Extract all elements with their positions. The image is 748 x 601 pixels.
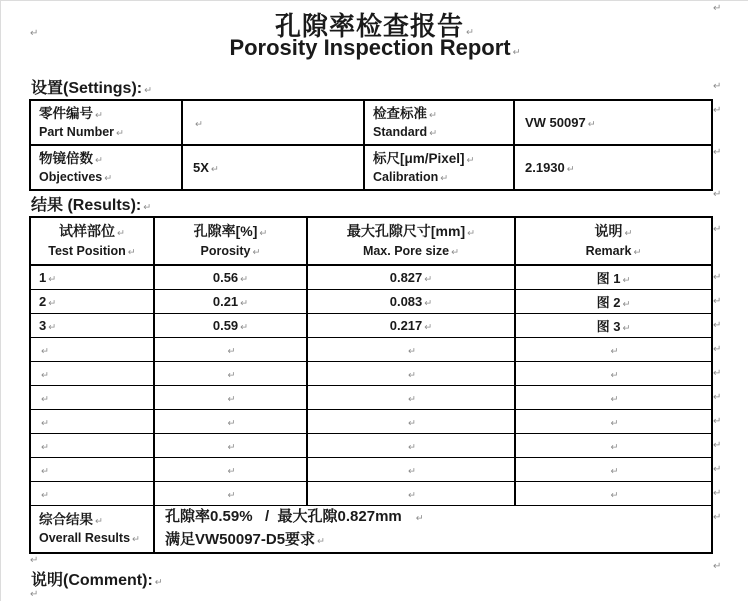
porosity-cell: 0.56 ↵ — [154, 265, 307, 290]
return-mark-icon: ↵ — [415, 513, 424, 524]
return-mark-icon: ↵ — [429, 127, 438, 139]
return-mark-icon: ↵ — [429, 109, 437, 121]
results-empty-rows — [30, 338, 712, 506]
empty-cell — [307, 338, 515, 362]
empty-cell — [515, 386, 712, 410]
return-mark-icon: ↵ — [408, 346, 416, 357]
return-mark-icon: ↵ — [713, 3, 722, 14]
return-mark-icon: ↵ — [240, 322, 249, 333]
return-mark-icon: ↵ — [41, 418, 49, 429]
settings-table — [29, 99, 713, 191]
pore-size-cell: 0.217 ↵ — [307, 314, 515, 338]
empty-cell — [307, 434, 515, 458]
overall-results-value-cell: 孔隙率0.59% / 最大孔隙0.827mm ↵ 满足VW50097-D5要求 ↵ — [154, 506, 712, 554]
remark-cell: 图 2 ↵ — [515, 290, 712, 314]
return-mark-icon: ↵ — [466, 27, 475, 38]
empty-cell — [30, 410, 154, 434]
table-row — [30, 338, 712, 362]
return-mark-icon: ↵ — [30, 589, 39, 600]
return-mark-icon: ↵ — [317, 536, 326, 547]
return-mark-icon: ↵ — [622, 323, 631, 334]
porosity-cell: 0.59 ↵ — [154, 314, 307, 338]
return-mark-icon: ↵ — [30, 555, 39, 566]
return-mark-icon: ↵ — [610, 346, 619, 357]
return-mark-icon: ↵ — [713, 224, 722, 235]
empty-cell — [154, 362, 307, 386]
return-mark-icon: ↵ — [227, 346, 236, 357]
return-mark-icon: ↵ — [610, 490, 619, 501]
porosity-cell: 0.21 ↵ — [154, 290, 307, 314]
objectives-value-cell: 5X ↵ — [182, 145, 364, 190]
table-row — [30, 386, 712, 410]
return-mark-icon: ↵ — [408, 442, 416, 453]
empty-cell — [515, 338, 712, 362]
return-mark-icon: ↵ — [30, 28, 39, 39]
col-header-porosity: 孔隙率[%] ↵ Porosity ↵ — [154, 217, 307, 265]
return-mark-icon: ↵ — [512, 47, 521, 58]
return-mark-icon: ↵ — [633, 246, 642, 258]
results-header-row — [30, 217, 712, 265]
return-mark-icon: ↵ — [424, 322, 433, 333]
empty-cell — [307, 386, 515, 410]
empty-cell — [30, 458, 154, 482]
standard-label-cell: 检查标准 ↵ Standard ↵ — [364, 100, 514, 145]
return-mark-icon: ↵ — [408, 490, 416, 501]
return-mark-icon: ↵ — [610, 418, 619, 429]
col-header-test-position: 试样部位 ↵ Test Position ↵ — [30, 217, 154, 265]
return-mark-icon: ↵ — [610, 370, 619, 381]
table-row — [30, 362, 712, 386]
overall-results-row — [30, 506, 712, 554]
empty-cell — [154, 482, 307, 506]
return-mark-icon: ↵ — [116, 127, 124, 139]
return-mark-icon: ↵ — [95, 109, 103, 121]
settings-row-part-number — [30, 100, 712, 145]
return-mark-icon: ↵ — [610, 394, 619, 405]
empty-cell — [30, 434, 154, 458]
empty-cell — [307, 362, 515, 386]
return-mark-icon: ↵ — [41, 370, 49, 381]
return-mark-icon: ↵ — [48, 322, 57, 333]
report-title-zh: 孔隙率检查报告 ↵ — [275, 12, 475, 42]
return-mark-icon: ↵ — [713, 189, 722, 200]
return-mark-icon: ↵ — [259, 227, 268, 239]
return-mark-icon: ↵ — [467, 227, 476, 239]
comment-heading: 说明(Comment): ↵ — [31, 572, 163, 589]
empty-cell — [154, 410, 307, 434]
report-title-en: Porosity Inspection Report ↵ — [229, 35, 521, 60]
return-mark-icon: ↵ — [195, 119, 203, 130]
return-mark-icon: ↵ — [127, 246, 136, 258]
return-mark-icon: ↵ — [240, 298, 249, 309]
part-number-label-cell: 零件编号 ↵ Part Number ↵ — [30, 100, 182, 145]
return-mark-icon: ↵ — [227, 370, 236, 381]
return-mark-icon: ↵ — [252, 246, 261, 258]
return-mark-icon: ↵ — [424, 274, 433, 285]
return-mark-icon: ↵ — [41, 466, 49, 477]
test-position-cell: 3 ↵ — [30, 314, 154, 338]
return-mark-icon: ↵ — [713, 561, 722, 572]
return-mark-icon: ↵ — [610, 442, 619, 453]
table-row — [30, 434, 712, 458]
table-row — [30, 410, 712, 434]
return-mark-icon: ↵ — [41, 442, 49, 453]
table-row — [30, 482, 712, 506]
return-mark-icon: ↵ — [713, 368, 722, 379]
empty-cell — [30, 482, 154, 506]
return-mark-icon: ↵ — [210, 164, 219, 175]
return-mark-icon: ↵ — [610, 466, 619, 477]
empty-cell — [30, 362, 154, 386]
calibration-value-cell: 2.1930 ↵ — [514, 145, 712, 190]
empty-cell — [307, 458, 515, 482]
return-mark-icon: ↵ — [117, 227, 125, 239]
pore-size-cell: 0.083 ↵ — [307, 290, 515, 314]
pore-size-cell: 0.827 ↵ — [307, 265, 515, 290]
return-mark-icon: ↵ — [227, 490, 236, 501]
return-mark-icon: ↵ — [713, 464, 722, 475]
empty-cell — [515, 434, 712, 458]
table-row — [30, 314, 712, 338]
return-mark-icon: ↵ — [227, 394, 236, 405]
return-mark-icon: ↵ — [227, 418, 236, 429]
return-mark-icon: ↵ — [240, 274, 249, 285]
return-mark-icon: ↵ — [713, 512, 722, 523]
return-mark-icon: ↵ — [144, 85, 153, 96]
return-mark-icon: ↵ — [408, 394, 416, 405]
return-mark-icon: ↵ — [408, 466, 416, 477]
return-mark-icon: ↵ — [143, 202, 152, 213]
return-mark-icon: ↵ — [713, 105, 722, 116]
table-row — [30, 290, 712, 314]
empty-cell — [30, 386, 154, 410]
col-header-remark: 说明 ↵ Remark ↵ — [515, 217, 712, 265]
return-mark-icon: ↵ — [227, 466, 236, 477]
empty-cell — [515, 482, 712, 506]
return-mark-icon: ↵ — [41, 490, 49, 501]
results-data-rows — [30, 265, 712, 338]
return-mark-icon: ↵ — [713, 416, 722, 427]
return-mark-icon: ↵ — [408, 418, 416, 429]
return-mark-icon: ↵ — [95, 154, 103, 166]
return-mark-icon: ↵ — [713, 392, 722, 403]
return-mark-icon: ↵ — [154, 577, 163, 588]
return-mark-icon: ↵ — [408, 370, 416, 381]
return-mark-icon: ↵ — [622, 299, 631, 310]
empty-cell — [154, 386, 307, 410]
return-mark-icon: ↵ — [566, 164, 575, 175]
return-mark-icon: ↵ — [41, 346, 49, 357]
return-mark-icon: ↵ — [713, 272, 722, 283]
return-mark-icon: ↵ — [451, 246, 460, 258]
empty-cell — [154, 434, 307, 458]
return-mark-icon: ↵ — [440, 172, 449, 184]
remark-cell: 图 1 ↵ — [515, 265, 712, 290]
standard-value-cell: VW 50097 ↵ — [514, 100, 712, 145]
return-mark-icon: ↵ — [41, 394, 49, 405]
return-mark-icon: ↵ — [424, 298, 433, 309]
empty-cell — [154, 338, 307, 362]
return-mark-icon: ↵ — [48, 274, 57, 285]
return-mark-icon: ↵ — [622, 275, 631, 286]
test-position-cell: 1 ↵ — [30, 265, 154, 290]
empty-cell — [515, 458, 712, 482]
settings-row-objectives — [30, 145, 712, 190]
return-mark-icon: ↵ — [132, 534, 140, 545]
table-row — [30, 458, 712, 482]
return-mark-icon: ↵ — [624, 227, 633, 239]
return-mark-icon: ↵ — [713, 147, 722, 158]
col-header-max-pore-size: 最大孔隙尺寸[mm] ↵ Max. Pore size ↵ — [307, 217, 515, 265]
empty-cell — [515, 410, 712, 434]
test-position-cell: 2 ↵ — [30, 290, 154, 314]
empty-cell — [30, 338, 154, 362]
return-mark-icon: ↵ — [104, 172, 113, 184]
return-mark-icon: ↵ — [713, 344, 722, 355]
calibration-label-cell: 标尺[μm/Pixel] ↵ Calibration ↵ — [364, 145, 514, 190]
results-heading: 结果 (Results): ↵ — [31, 197, 152, 214]
return-mark-icon: ↵ — [48, 298, 57, 309]
empty-cell — [515, 362, 712, 386]
table-row — [30, 265, 712, 290]
part-number-value-cell — [182, 100, 364, 145]
settings-heading: 设置(Settings): ↵ — [31, 80, 153, 97]
return-mark-icon: ↵ — [95, 516, 103, 527]
return-mark-icon: ↵ — [713, 81, 722, 92]
return-mark-icon: ↵ — [713, 296, 722, 307]
return-mark-icon: ↵ — [713, 488, 722, 499]
remark-cell: 图 3 ↵ — [515, 314, 712, 338]
return-mark-icon: ↵ — [713, 320, 722, 331]
return-mark-icon: ↵ — [227, 442, 236, 453]
empty-cell — [307, 482, 515, 506]
return-mark-icon: ↵ — [466, 154, 475, 166]
empty-cell — [307, 410, 515, 434]
return-mark-icon: ↵ — [587, 119, 596, 130]
overall-results-label-cell: 综合结果 ↵ Overall Results ↵ — [30, 506, 154, 554]
objectives-label-cell: 物镜倍数 ↵ Objectives ↵ — [30, 145, 182, 190]
results-table — [29, 216, 713, 554]
empty-cell — [154, 458, 307, 482]
return-mark-icon: ↵ — [713, 440, 722, 451]
